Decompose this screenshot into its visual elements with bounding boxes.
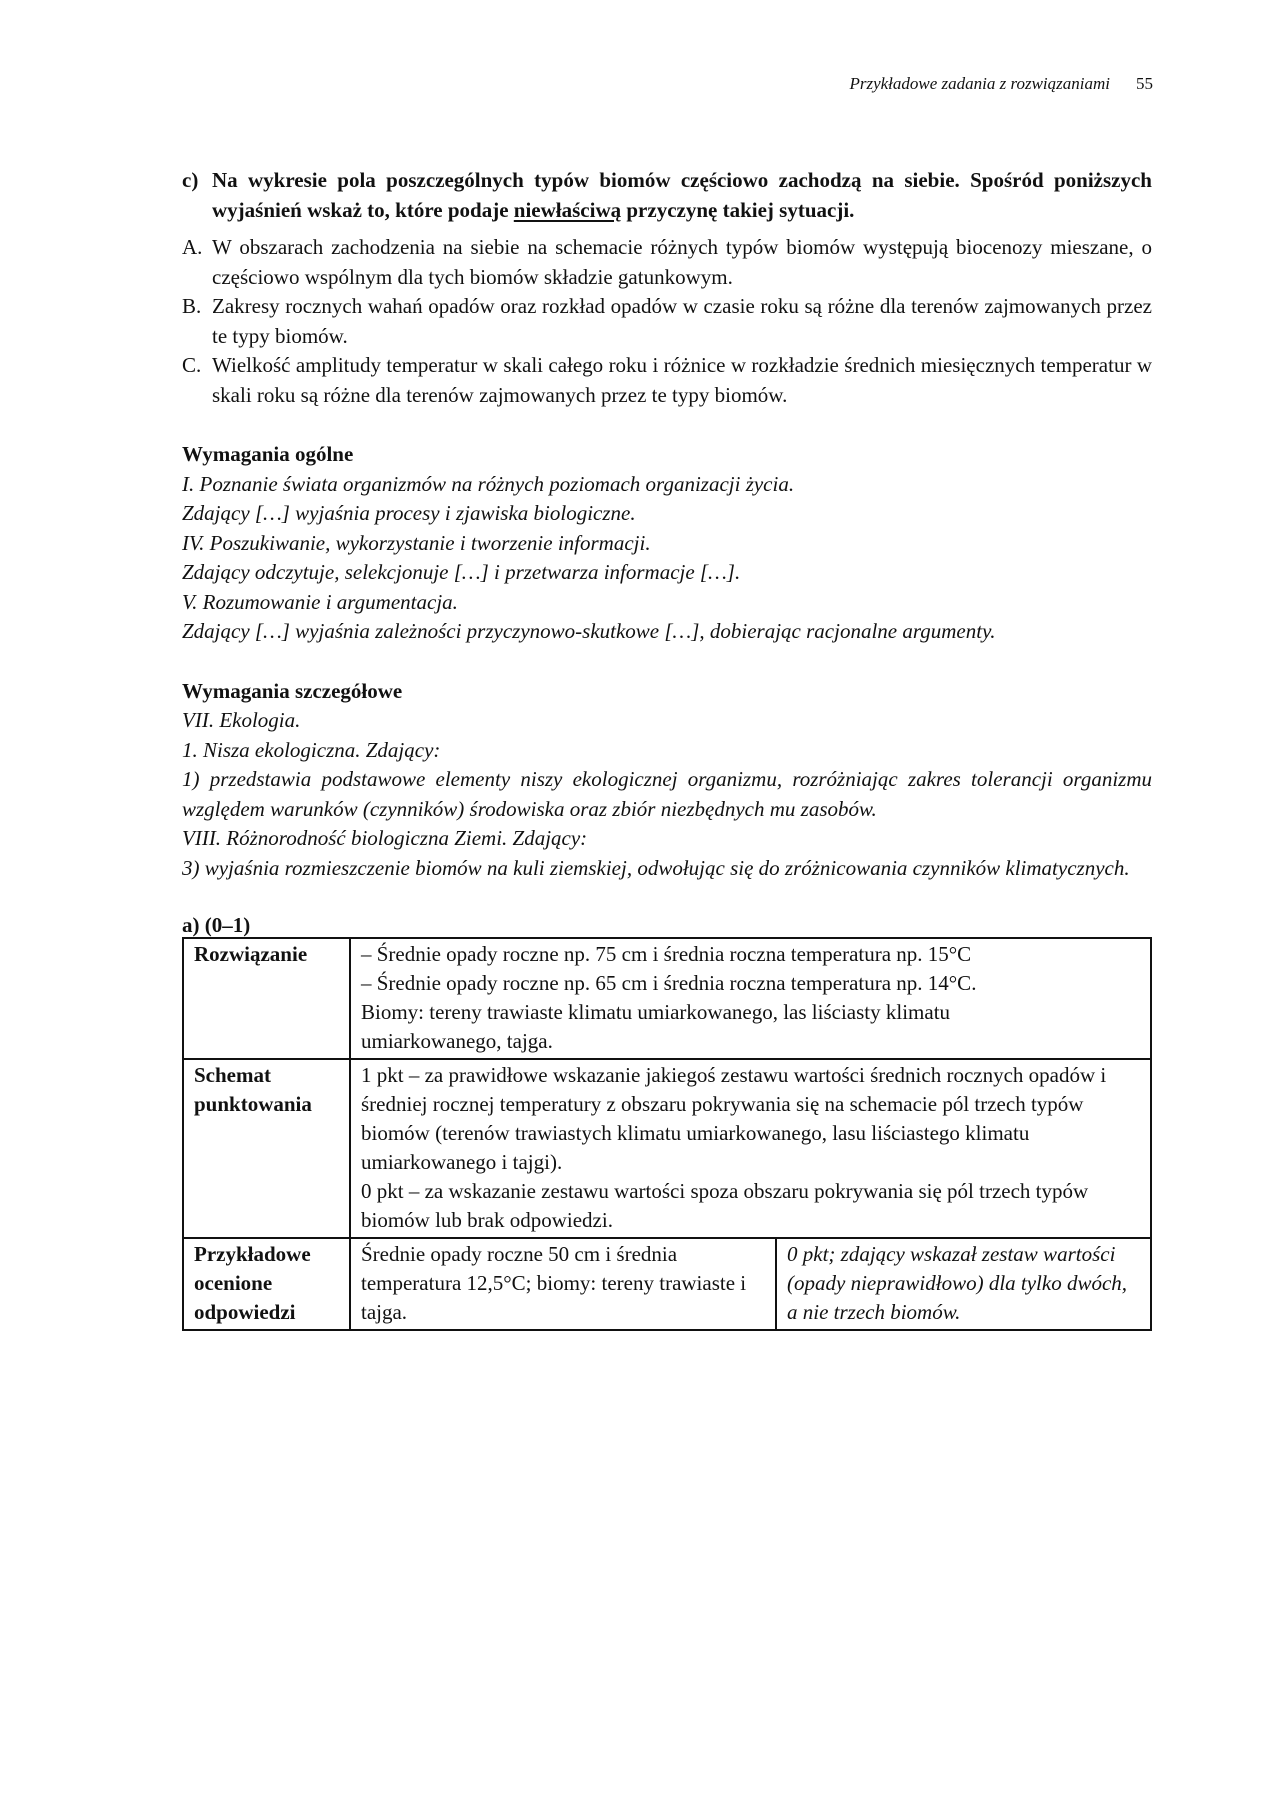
running-header	[849, 74, 1153, 94]
example-answer-cell: Średnie opady roczne 50 cm i średnia temperatura 12,5°C; biomy: tereny trawiaste i tajga.	[350, 1238, 776, 1330]
option-a	[182, 233, 1152, 292]
requirement-line: IV. Poszukiwanie, wykorzystanie i tworzenie informacji.	[182, 530, 651, 555]
underlined-word: niewłaściwą	[513, 197, 622, 222]
solution-line: – Średnie opady roczne np. 65 cm i średnia roczna temperatura np. 14°C.	[361, 971, 977, 995]
option-text: W obszarach zachodzenia na siebie na schemacie różnych typów biomów występują biocenozy mieszane, o częściowo wspólnym dla tych biomów składzie gatunkowym.	[212, 235, 1152, 289]
option-label: B.	[182, 294, 202, 318]
page-content	[182, 166, 1152, 1331]
requirement-line: VIII. Różnorodność biologiczna Ziemi. Zdający:	[182, 826, 588, 850]
page-number: 55	[1136, 74, 1153, 93]
option-label: C.	[182, 353, 202, 377]
table-row-solution	[183, 938, 1151, 1059]
question-text-part: Na wykresie pola poszczególnych typów biomów częściowo zachodzą na siebie. Spośród poniższych wyjaśnień wskaż to, które podaje	[212, 168, 1152, 222]
requirement-line: Zdający […] wyjaśnia procesy i zjawiska biologiczne.	[182, 501, 636, 525]
question-text	[212, 166, 1152, 225]
scoring-line: 0 pkt – za wskazanie zestawu wartości spoza obszaru pokrywania się pól trzech typów biomów lub brak odpowiedzi.	[361, 1179, 1089, 1232]
requirement-line: 1) przedstawia podstawowe elementy niszy ekologicznej organizmu, rozróżniając zakres tolerancji organizmu względem warunków (czynników) środowiska oraz zbiór niezbędnych mu zasobów.	[182, 767, 1152, 821]
scoring-line: 1 pkt – za prawidłowe wskazanie jakiegoś zestawu wartości średnich rocznych opadów i średniej rocznej temperatury z obszaru pokrywania się na schemacie pól trzech typów biomów (terenów trawiastych klimatu umiarkowanego, lasu liściastego klimatu umiarkowanego i tajgi).	[361, 1063, 1107, 1174]
option-text: Wielkość amplitudy temperatur w skali całego roku i różnice w rozkładzie średnich miesięcznych temperatur w skali roku są różne dla terenów zajmowanych przez te typy biomów.	[212, 353, 1152, 407]
solution-line: – Średnie opady roczne np. 75 cm i średnia roczna temperatura np. 15°C	[361, 942, 972, 966]
option-b	[182, 292, 1152, 351]
requirement-line: I. Poznanie świata organizmów na różnych poziomach organizacji życia.	[182, 471, 795, 496]
table-row-scoring	[183, 1059, 1151, 1238]
solution-line: Biomy: tereny trawiaste klimatu umiarkowanego, las liściasty klimatu umiarkowanego, tajga.	[361, 1000, 951, 1053]
table-row-examples	[183, 1238, 1151, 1330]
detailed-requirements-heading: Wymagania szczegółowe	[182, 678, 403, 703]
question-text-part: przyczynę takiej sytuacji.	[621, 197, 855, 222]
solution-cell	[350, 938, 1151, 1059]
grading-table	[182, 937, 1152, 1331]
scoring-cell	[350, 1059, 1151, 1238]
general-requirements-heading: Wymagania ogólne	[182, 442, 354, 466]
requirement-line: VII. Ekologia.	[182, 708, 301, 732]
general-requirements-list	[182, 470, 1152, 647]
row-header: Schemat punktowania	[183, 1059, 350, 1238]
requirement-line: 3) wyjaśnia rozmieszczenie biomów na kuli ziemskiej, odwołując się do zróżnicowania czynników klimatycznych.	[182, 855, 1130, 880]
question-label: c)	[182, 168, 199, 192]
requirement-line: 1. Nisza ekologiczna. Zdający:	[182, 737, 441, 762]
requirement-line: V. Rozumowanie i argumentacja.	[182, 589, 458, 614]
requirement-line: Zdający […] wyjaśnia zależności przyczynowo-skutkowe […], dobierając racjonalne argumenty.	[182, 619, 996, 643]
option-c	[182, 351, 1152, 410]
requirement-line: Zdający odczytuje, selekcjonuje […] i przetwarza informacje […].	[182, 560, 741, 584]
option-text: Zakresy rocznych wahań opadów oraz rozkład opadów w czasie roku są różne dla terenów zajmowanych przez te typy biomów.	[212, 294, 1152, 348]
detailed-requirements-list	[182, 706, 1152, 883]
option-label: A.	[182, 235, 203, 259]
task-a-label: a) (0–1)	[182, 913, 251, 937]
example-assessment-cell: 0 pkt; zdający wskazał zestaw wartości (opady nieprawidłowo) dla tylko dwóch, a nie trzech biomów.	[776, 1238, 1151, 1330]
question-c	[182, 166, 1152, 225]
running-title: Przykładowe zadania z rozwiązaniami	[849, 74, 1110, 93]
row-header: Przykładowe ocenione odpowiedzi	[183, 1238, 350, 1330]
answer-options	[182, 233, 1152, 410]
row-header: Rozwiązanie	[183, 938, 350, 1059]
